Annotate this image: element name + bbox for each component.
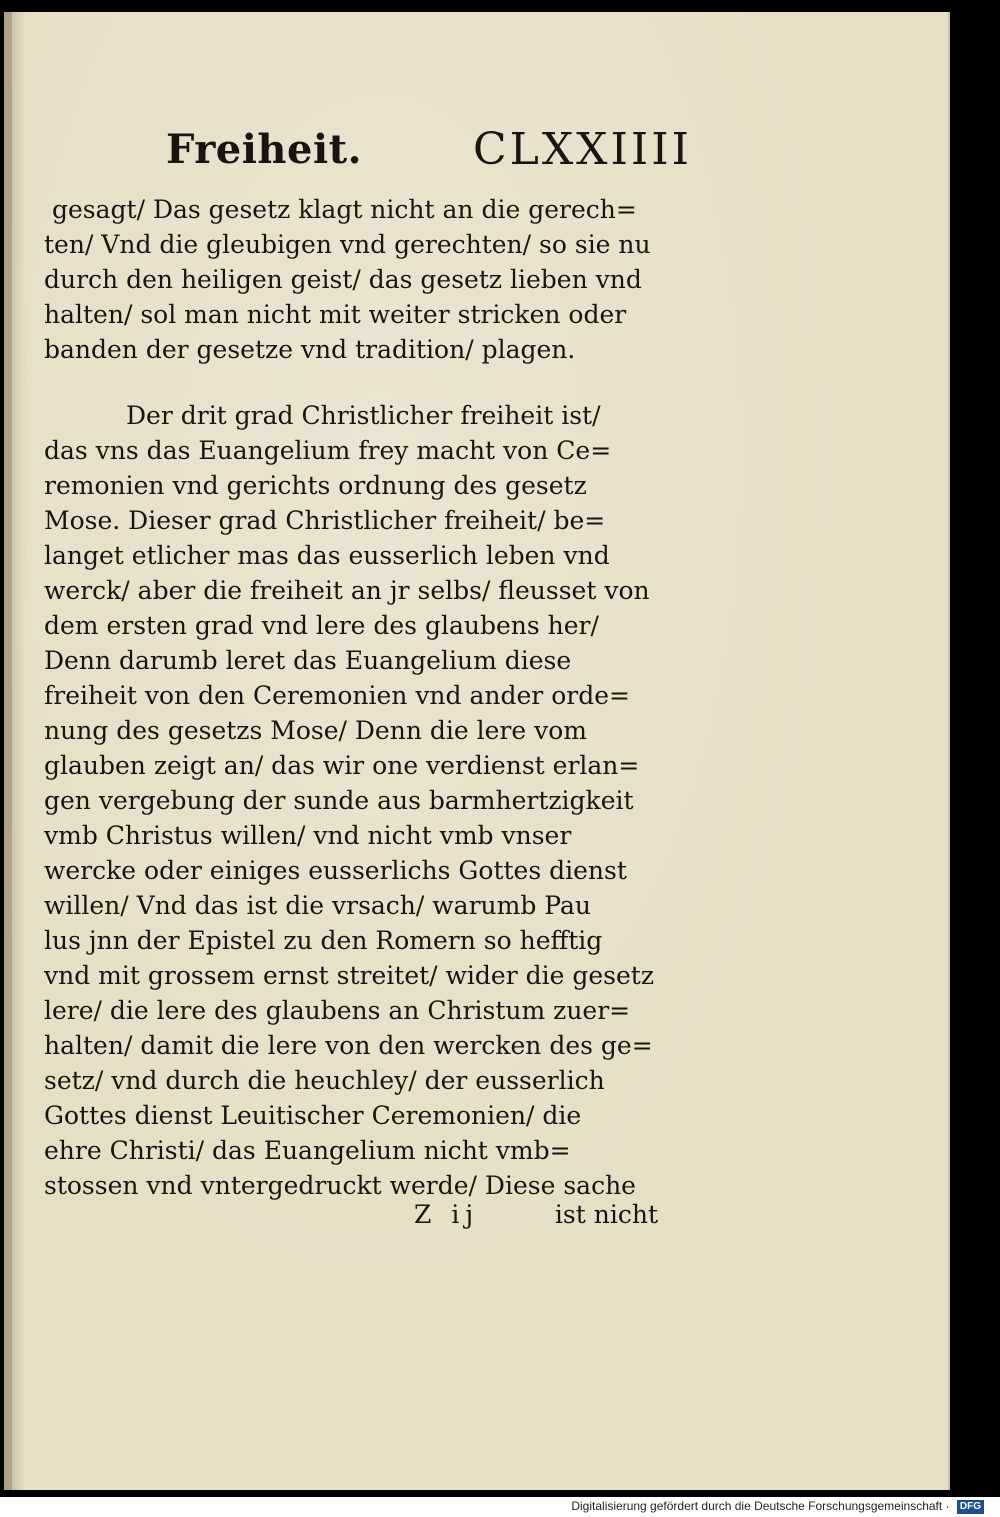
- dfg-logo: DFG: [957, 1500, 984, 1514]
- text-line: vmb Christus willen/ vnd nicht vmb vnser: [44, 821, 572, 850]
- text-line: lus jnn der Epistel zu den Romern so hefftig: [44, 926, 603, 955]
- text-line: glauben zeigt an/ das wir one verdienst erlan=: [44, 751, 640, 780]
- text-line: durch den heiligen geist/ das gesetz lieben vnd: [44, 265, 642, 294]
- text-line: Mose. Dieser grad Christlicher freiheit/ be=: [44, 506, 606, 535]
- text-line: das vns das Euangelium frey macht von Ce=: [44, 436, 612, 465]
- digitization-credit: [571, 1497, 984, 1515]
- text-line: ehre Christi/ das Euangelium nicht vmb=: [44, 1136, 571, 1165]
- folio-number: CLXXIIII: [472, 124, 692, 175]
- text-line: gesagt/ Das gesetz klagt nicht an die gerech=: [52, 195, 637, 224]
- text-line: ten/ Vnd die gleubigen vnd gerechten/ so sie nu: [44, 230, 651, 259]
- text-line: langet etlicher mas das eusserlich leben vnd: [44, 541, 610, 570]
- running-head: Freiheit.: [166, 126, 363, 173]
- text-line: Gottes dienst Leuitischer Ceremonien/ die: [44, 1101, 582, 1130]
- text-line: setz/ vnd durch die heuchley/ der eusserlich: [44, 1066, 605, 1095]
- text-line: vnd mit grossem ernst streitet/ wider die gesetz: [44, 961, 654, 990]
- text-line: willen/ Vnd das ist die vrsach/ warumb Pau: [44, 891, 591, 920]
- page-gutter: [4, 12, 12, 1490]
- text-line: dem ersten grad vnd lere des glaubens her/: [44, 611, 599, 640]
- text-line: banden der gesetze vnd tradition/ plagen.: [44, 335, 576, 364]
- paragraph-2: [44, 398, 684, 1203]
- catchline: [44, 1198, 664, 1238]
- text-line: Denn darumb leret das Euangelium diese: [44, 646, 572, 675]
- text-line: stossen vnd vntergedruckt werde/ Diese sache: [44, 1171, 636, 1200]
- page-header: [166, 120, 696, 192]
- signature-mark: Z ij: [414, 1200, 480, 1229]
- credit-text: Digitalisierung gefördert durch die Deutsche Forschungsgemeinschaft ·: [571, 1499, 950, 1513]
- catchword: ist nicht: [554, 1200, 658, 1229]
- text-line: halten/ sol man nicht mit weiter stricken oder: [44, 300, 627, 329]
- text-line: wercke oder einiges eusserlichs Gottes dienst: [44, 856, 627, 885]
- text-line: gen vergebung der sunde aus barmhertzigkeit: [44, 786, 634, 815]
- paragraph-1: [44, 192, 684, 367]
- text-line: lere/ die lere des glaubens an Christum zuer=: [44, 996, 631, 1025]
- book-page: [4, 12, 950, 1490]
- text-line: halten/ damit die lere von den wercken des ge=: [44, 1031, 653, 1060]
- text-line: nung des gesetzs Mose/ Denn die lere vom: [44, 716, 587, 745]
- text-line: freiheit von den Ceremonien vnd ander orde=: [44, 681, 630, 710]
- text-line: werck/ aber die freiheit an jr selbs/ fleusset von: [44, 576, 650, 605]
- text-line: remonien vnd gerichts ordnung des gesetz: [44, 471, 587, 500]
- text-line: Der drit grad Christlicher freiheit ist/: [126, 401, 601, 430]
